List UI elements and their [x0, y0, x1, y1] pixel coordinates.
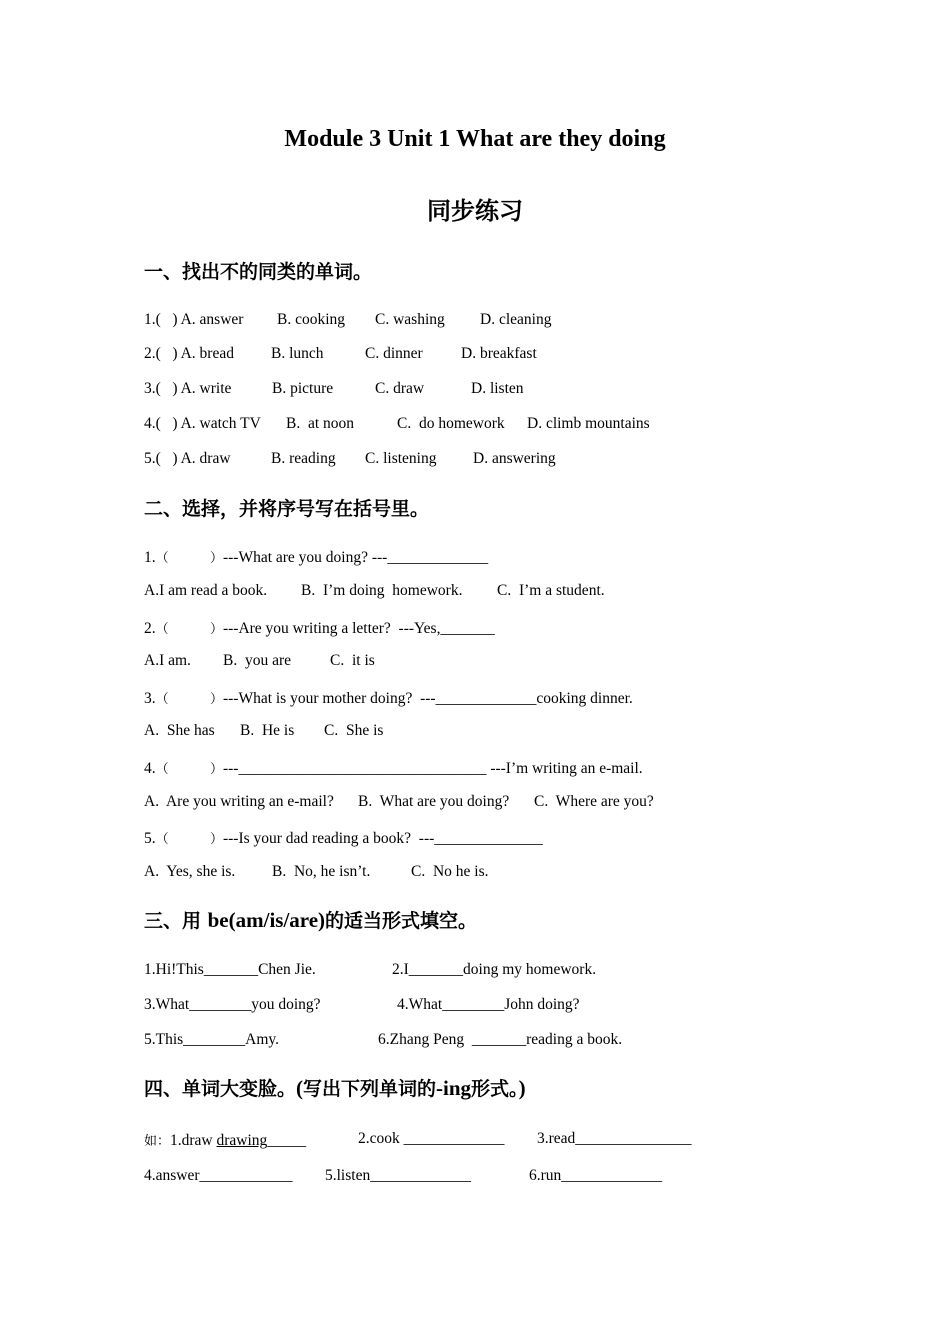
s3-item-3: 3.What________you doing? [144, 996, 321, 1013]
s2-q5-opt-b: B. No, he isn’t. [272, 863, 371, 880]
s3-item-5: 5.This________Amy. [144, 1031, 280, 1048]
s1-q4-a: 4.( ) A. watch TV [144, 415, 261, 432]
s2-q1-opt-b: B. I’m doing homework. [301, 582, 463, 599]
s1-q1-d: D. cleaning [480, 311, 552, 328]
s2-q1-opt-a: A.I am read a book. [144, 582, 268, 599]
s2-q2-opt-b: B. you are [223, 652, 292, 669]
section4-heading [144, 1074, 526, 1101]
s1-q1-b: B. cooking [277, 311, 346, 328]
s2-q4-text: ---________________________________ ---I’m writing an e-mail. [222, 760, 643, 777]
s2-q3-opt-b: B. He is [240, 722, 295, 739]
s1-q2-d: D. breakfast [461, 345, 537, 362]
section3-heading-post: 的适当形式填空。 [325, 910, 478, 932]
s2-q5-text: ---Is your dad reading a book? ---______________ [222, 830, 543, 847]
s1-q5-c: C. listening [365, 450, 437, 467]
s2-q2 [144, 618, 495, 638]
s2-q2-num: 2. [144, 620, 156, 637]
s1-q3-b: B. picture [272, 380, 334, 397]
s3-item-2: 2.I_______doing my homework. [392, 961, 597, 978]
s2-q2-opt-c: C. it is [330, 652, 375, 669]
section3-heading-pre: 三、用 [144, 910, 208, 932]
s1-q3-a: 3.( ) A. write [144, 380, 232, 397]
s4-example [144, 1130, 306, 1150]
s3-item-6: 6.Zhang Peng _______reading a book. [378, 1031, 623, 1048]
s1-q3-c: C. draw [375, 380, 425, 397]
s3-item-4: 4.What________John doing? [397, 996, 580, 1013]
s4-item-5: 5.listen_____________ [325, 1167, 471, 1184]
s2-q4-paren: （ ） [155, 762, 223, 777]
s2-q5 [144, 828, 543, 848]
section4-heading-paren-close: ) [518, 1076, 526, 1100]
s1-q2-b: B. lunch [271, 345, 324, 362]
s2-q5-opt-a: A. Yes, she is. [144, 863, 236, 880]
section4-heading-ing: -ing [436, 1076, 472, 1100]
s1-q5-d: D. answering [473, 450, 556, 467]
section1-heading: 一、找出不的同类的单词。 [144, 261, 373, 283]
s4-example-word: 1.draw [170, 1132, 217, 1149]
s2-q2-paren: （ ） [155, 622, 223, 637]
s3-item-1: 1.Hi!This_______Chen Jie. [144, 961, 316, 978]
s2-q1-paren: （ ） [155, 551, 223, 566]
s1-q1-a: 1.( ) A. answer [144, 311, 244, 328]
s2-q4-opt-b: B. What are you doing? [358, 793, 510, 810]
section4-heading-post: 形式。 [471, 1078, 519, 1100]
s1-q4-d: D. climb mountains [527, 415, 650, 432]
s2-q4 [144, 758, 643, 778]
s1-q1-c: C. washing [375, 311, 445, 328]
s2-q5-paren: （ ） [155, 832, 223, 847]
s2-q3-opt-a: A. She has [144, 722, 215, 739]
section4-heading-mid: 写出下列单词的 [303, 1078, 437, 1100]
s2-q5-opt-c: C. No he is. [411, 863, 489, 880]
s2-q3-num: 3. [144, 690, 156, 707]
s2-q2-text: ---Are you writing a letter? ---Yes,_______ [222, 620, 495, 637]
s2-q3-text: ---What is your mother doing? ---_____________cooking dinner. [222, 690, 633, 707]
s2-q4-num: 4. [144, 760, 156, 777]
s2-q1-opt-c: C. I’m a student. [497, 582, 605, 599]
s2-q3-opt-c: C. She is [324, 722, 384, 739]
s2-q5-num: 5. [144, 830, 156, 847]
s4-example-tail: _____ [267, 1132, 307, 1149]
s1-q4-b: B. at noon [286, 415, 355, 432]
section3-heading [144, 906, 477, 933]
s1-q4-c: C. do homework [397, 415, 505, 432]
s4-example-prefix: 如： [144, 1134, 171, 1149]
s1-q2-a: 2.( ) A. bread [144, 345, 234, 362]
s2-q3-paren: （ ） [155, 692, 223, 707]
s4-example-answer: drawing [216, 1132, 268, 1149]
s4-item-2: 2.cook _____________ [358, 1130, 505, 1147]
s1-q5-a: 5.( ) A. draw [144, 450, 231, 467]
s2-q4-opt-a: A. Are you writing an e-mail? [144, 793, 334, 810]
s2-q2-opt-a: A.I am. [144, 652, 191, 669]
s4-item-4: 4.answer____________ [144, 1167, 293, 1184]
page-subtitle: 同步练习 [427, 197, 523, 225]
section2-heading: 二、选择，并将序号写在括号里。 [144, 498, 430, 520]
s1-q5-b: B. reading [271, 450, 336, 467]
s4-item-6: 6.run_____________ [529, 1167, 663, 1184]
section4-heading-paren-open: ( [296, 1076, 304, 1100]
s1-q3-d: D. listen [471, 380, 524, 397]
s2-q1-num: 1. [144, 549, 156, 566]
page-title: Module 3 Unit 1 What are they doing [284, 126, 666, 152]
s1-q2-c: C. dinner [365, 345, 423, 362]
s2-q4-opt-c: C. Where are you? [534, 793, 654, 810]
section3-heading-en: be(am/is/are) [207, 908, 326, 932]
s2-q1-text: ---What are you doing? ---_____________ [222, 549, 489, 566]
s4-item-3: 3.read_______________ [537, 1130, 692, 1147]
section4-heading-pre: 四、单词大变脸。 [144, 1078, 297, 1100]
s2-q3 [144, 688, 633, 708]
s2-q1 [144, 547, 488, 567]
